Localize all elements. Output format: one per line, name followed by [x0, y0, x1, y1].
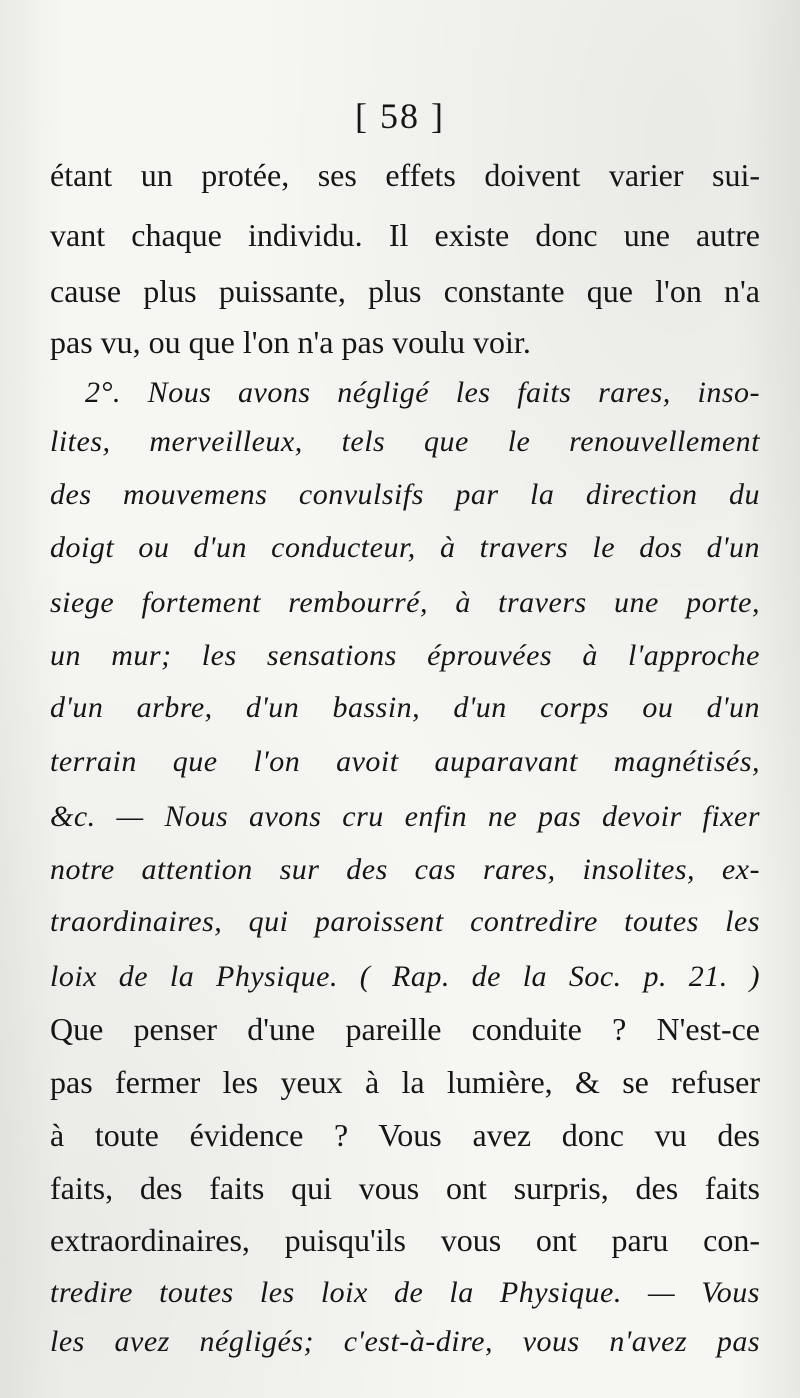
text-line: étant un protée, ses effets doivent varier sui- [50, 157, 760, 193]
text-line: loix de la Physique. ( Rap. de la Soc. p. 21. ) [50, 960, 760, 993]
text-line: pas fermer les yeux à la lumière, & se refuser [50, 1064, 760, 1100]
text-line: un mur; les sensations éprouvées à l'approche [50, 639, 760, 672]
text-line: siege fortement rembourré, à travers une porte, [50, 586, 760, 619]
text-line: terrain que l'on avoit auparavant magnétisés, [50, 745, 760, 778]
text-line: doigt ou d'un conducteur, à travers le dos d'un [50, 531, 760, 564]
text-line: lites, merveilleux, tels que le renouvellement [50, 425, 760, 458]
text-line: &c. — Nous avons cru enfin ne pas devoir fixer [50, 800, 760, 833]
text-line: faits, des faits qui vous ont surpris, des faits [50, 1170, 760, 1206]
text-line: extraordinaires, puisqu'ils vous ont paru con- [50, 1222, 760, 1258]
text-line: notre attention sur des cas rares, insolites, ex- [50, 853, 760, 886]
text-line: des mouvemens convulsifs par la direction du [50, 478, 760, 511]
page-number: [ 58 ] [355, 96, 445, 136]
text-line: tredire toutes les loix de la Physique. — Vous [50, 1276, 760, 1309]
text-line: 2°. Nous avons négligé les faits rares, inso- [85, 376, 760, 409]
text-line: cause plus puissante, plus constante que l'on n'a [50, 273, 760, 309]
text-line: pas vu, ou que l'on n'a pas voulu voir. [50, 324, 531, 360]
text-line: d'un arbre, d'un bassin, d'un corps ou d'un [50, 691, 760, 724]
text-line: traordinaires, qui paroissent contredire toutes les [50, 905, 760, 938]
text-line: Que penser d'une pareille conduite ? N'est-ce [50, 1011, 760, 1047]
text-line: les avez négligés; c'est-à-dire, vous n'avez pas [50, 1325, 760, 1358]
text-line: vant chaque individu. Il existe donc une autre [50, 217, 760, 253]
text-line: à toute évidence ? Vous avez donc vu des [50, 1117, 760, 1153]
